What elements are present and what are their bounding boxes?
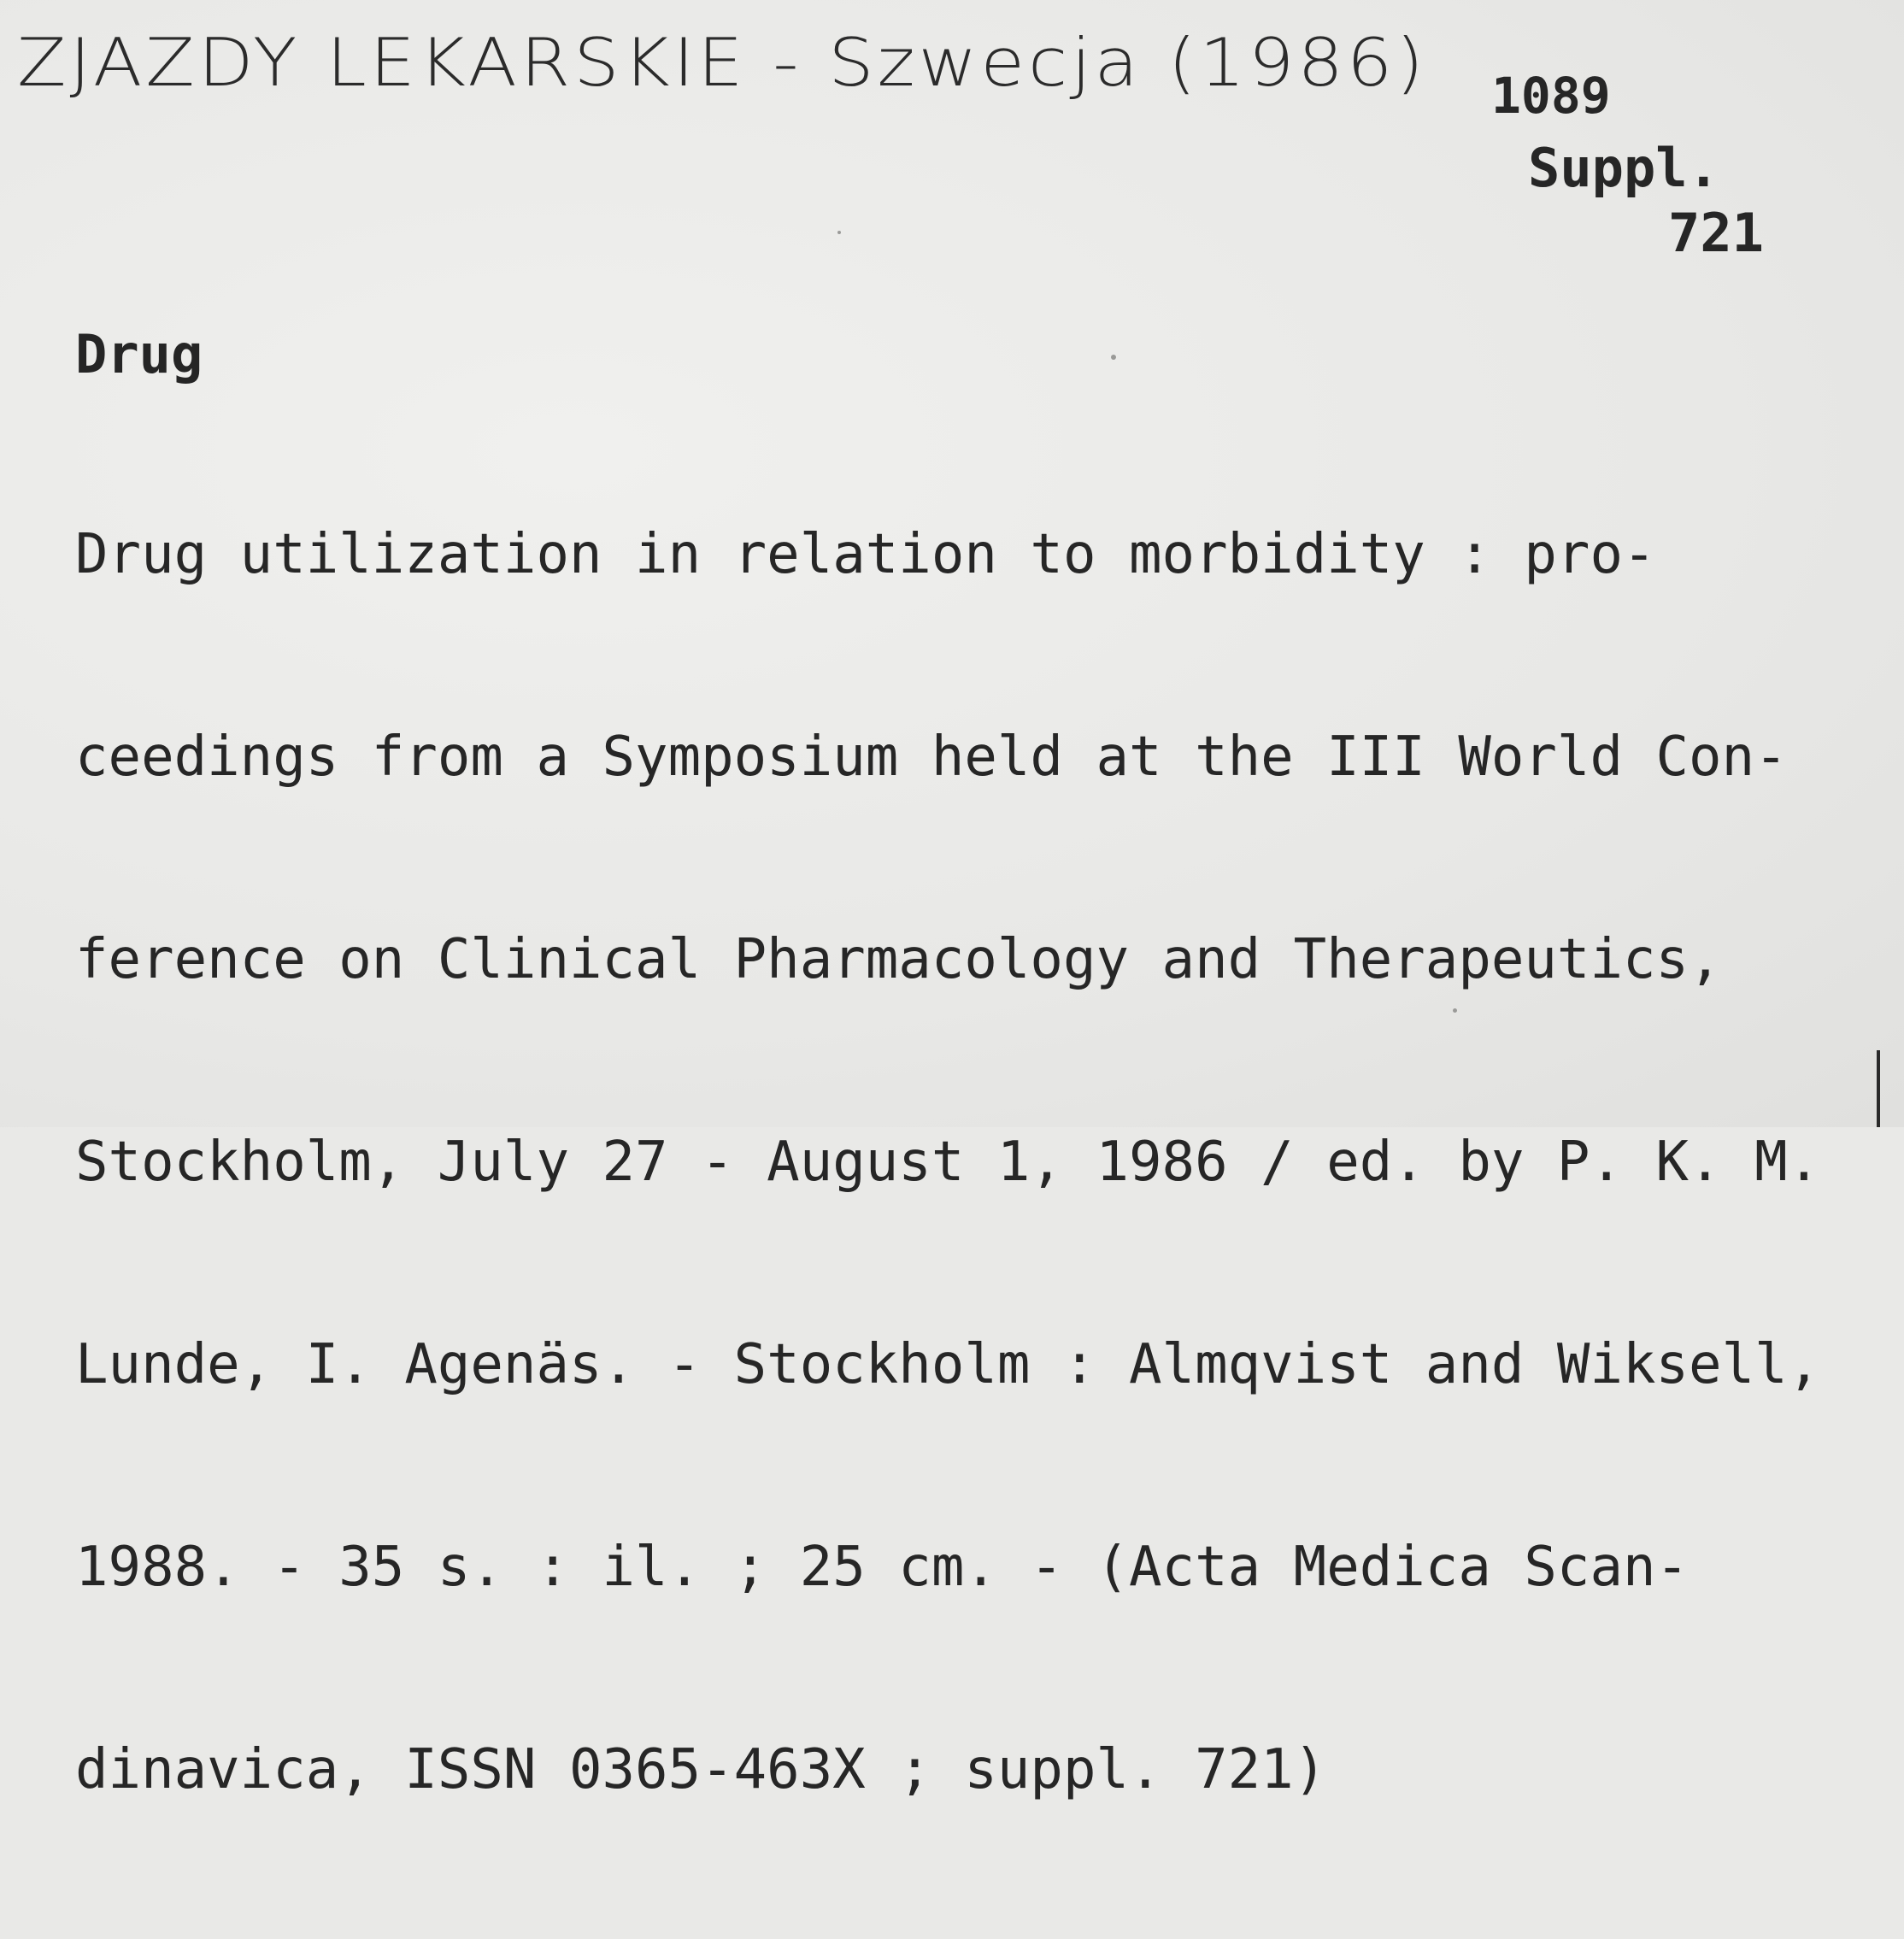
description-line: 1988. - 35 s. : il. ; 25 cm. - (Acta Medica Scan- [75,1536,1690,1599]
call-number-line-1: 1089 [1491,67,1611,125]
description-line: Lunde, I. Agenäs. - Stockholm : Almqvist and Wiksell, [75,1333,1821,1396]
description-line: Stockholm, July 27 - August 1, 1986 / ed. by P. K. M. [75,1131,1821,1194]
bibliographic-description [75,386,1820,1939]
call-number-line-2: Suppl. [1528,137,1719,199]
paper-speck [1111,355,1116,360]
call-number-line-3: 721 [1668,202,1764,264]
paper-speck [1453,1008,1457,1013]
card-edge-mark [1877,1050,1880,1127]
handwritten-subject-heading: ZJAZDY LEKARSKIE - Szwecja (1986) [17,24,1428,102]
description-line: Drug utilization in relation to morbidity : pro- [75,523,1656,586]
description-line: ceedings from a Symposium held at the III World Con- [75,726,1788,789]
main-entry-heading: Drug [75,323,203,385]
description-line: dinavica, ISSN 0365-463X ; suppl. 721) [75,1738,1327,1801]
description-line: ference on Clinical Pharmacology and Therapeutics, [75,928,1722,991]
paper-speck [837,231,841,234]
